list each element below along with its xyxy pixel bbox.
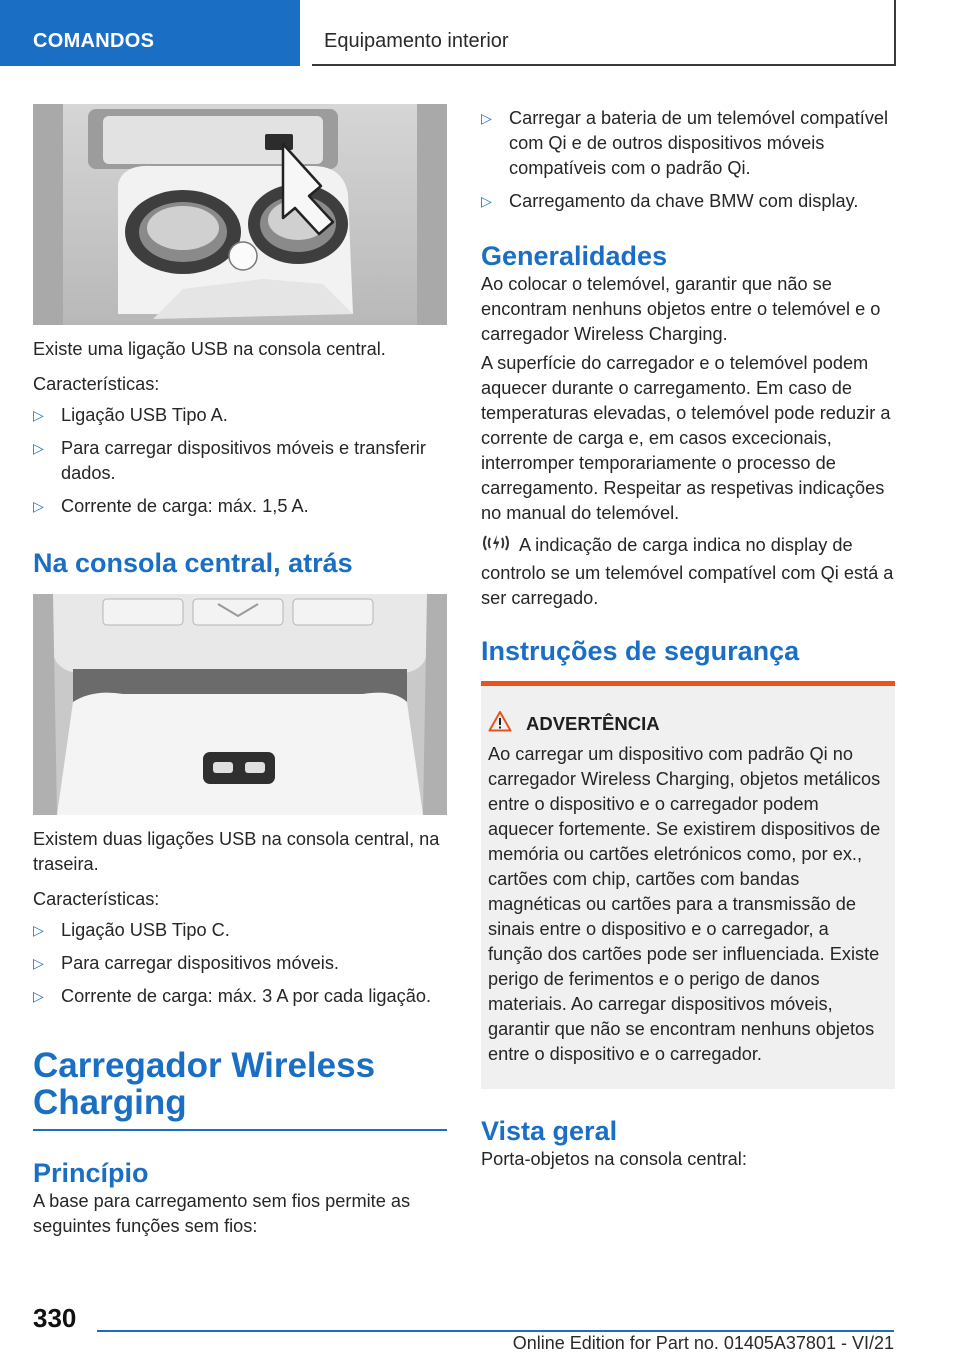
triangle-right-icon: ▷: [481, 110, 492, 126]
triangle-right-icon: ▷: [33, 955, 44, 971]
figure-usb-front-console: [33, 104, 447, 325]
heading-safety: Instruções de segurança: [481, 636, 800, 666]
paragraph-general-1: Ao colocar o telemóvel, garantir que não se encontram nenhuns objetos entre o telemóvel e o carregador Wireless Charging.: [481, 274, 881, 344]
list-item: ▷ Corrente de carga: máx. 1,5 A.: [33, 494, 447, 519]
page-number: 330: [33, 1303, 77, 1333]
triangle-right-icon: ▷: [33, 922, 44, 938]
triangle-right-icon: ▷: [33, 988, 44, 1004]
list-item: ▷ Carregamento da chave BMW com display.: [481, 189, 895, 214]
figure-usb-rear-console: [33, 594, 447, 815]
section-title: COMANDOS: [33, 30, 155, 52]
warning-title: ADVERTÊNCIA: [526, 712, 660, 734]
paragraph-usb-front: Existe uma ligação USB na consola central.: [33, 339, 386, 359]
wireless-charge-icon: [481, 532, 511, 561]
chapter-title: Equipamento interior: [324, 30, 509, 52]
list-item: ▷ Corrente de carga: máx. 3 A por cada ligação.: [33, 984, 447, 1009]
section-tab: [0, 0, 300, 66]
triangle-right-icon: ▷: [33, 407, 44, 423]
list-item: ▷ Ligação USB Tipo A.: [33, 403, 447, 428]
list-item: ▷ Carregar a bateria de um telemóvel compatível com Qi e de outros dispositivos móveis compatíveis com o padrão Qi.: [481, 108, 889, 178]
paragraph-characteristics: Características:: [33, 374, 160, 394]
list-rear-usb-features: [33, 918, 447, 1009]
heading-principle: Princípio: [33, 1158, 149, 1188]
paragraph-overview: Porta-objetos na consola central:: [481, 1149, 747, 1169]
paragraph-principle: A base para carregamento sem fios permite as seguintes funções sem fios:: [33, 1191, 411, 1236]
footer-edition: Online Edition for Part no. 01405A37801 - VI/21: [512, 1333, 894, 1353]
list-front-usb-features: [33, 403, 447, 519]
triangle-right-icon: ▷: [33, 498, 44, 514]
paragraph-usb-rear: Existem duas ligações USB na consola central, na traseira.: [33, 829, 440, 874]
paragraph-characteristics-rear: Características:: [33, 889, 160, 909]
warning-box: [481, 681, 895, 1089]
triangle-right-icon: ▷: [33, 440, 44, 456]
warning-triangle-icon: [488, 710, 512, 737]
chapter-header: [312, 0, 896, 66]
paragraph-general-2: A superfície do carregador e o telemóvel podem aquecer durante o carregamento. Em caso de temperaturas elevadas, o telemóvel pode reduzir a corrente de carga e, em casos excecionais, interromper temporariamente o processo de carregamento. Respeitar as respetivas indicações no manual do telemóvel.: [481, 353, 891, 523]
paragraph-charge-indicator: A indicação de carga indica no display de controlo se um telemóvel compatível com Qi está a ser carregado.: [481, 532, 895, 611]
heading-wireless-charging: Carregador Wireless Charging: [33, 1046, 376, 1122]
warning-text: Ao carregar um dispositivo com padrão Qi no carregador Wireless Charging, objetos metálicos entre o dispositivo e o carregador podem aquecer fortemente. Se existirem dispositivos de memória ou cartões eletrónicos como, por ex., cartões com chip, cartões com bandas magnéticas ou cartões para a transmissão de sinais entre o dispositivo e o carregador, a função dos cartões pode ser influenciada. Existe perigo de ferimentos e o perigo de danos materiais. Ao carregar dispositivos móveis, garantir que não se encontram nenhuns objetos entre o dispositivo e o carregador.: [488, 744, 881, 1064]
heading-general: Generalidades: [481, 241, 668, 271]
list-item: ▷ Para carregar dispositivos móveis.: [33, 951, 447, 976]
list-item: ▷ Para carregar dispositivos móveis e transferir dados.: [33, 438, 426, 483]
right-column: [481, 104, 895, 1172]
footer-rule: [97, 1330, 894, 1332]
list-item: ▷ Ligação USB Tipo C.: [33, 918, 447, 943]
triangle-right-icon: ▷: [481, 193, 492, 209]
heading-rear-console: Na consola central, atrás: [33, 548, 353, 578]
left-column: [33, 104, 447, 1239]
heading-overview: Vista geral: [481, 1116, 618, 1146]
list-wireless-functions: [481, 106, 895, 214]
